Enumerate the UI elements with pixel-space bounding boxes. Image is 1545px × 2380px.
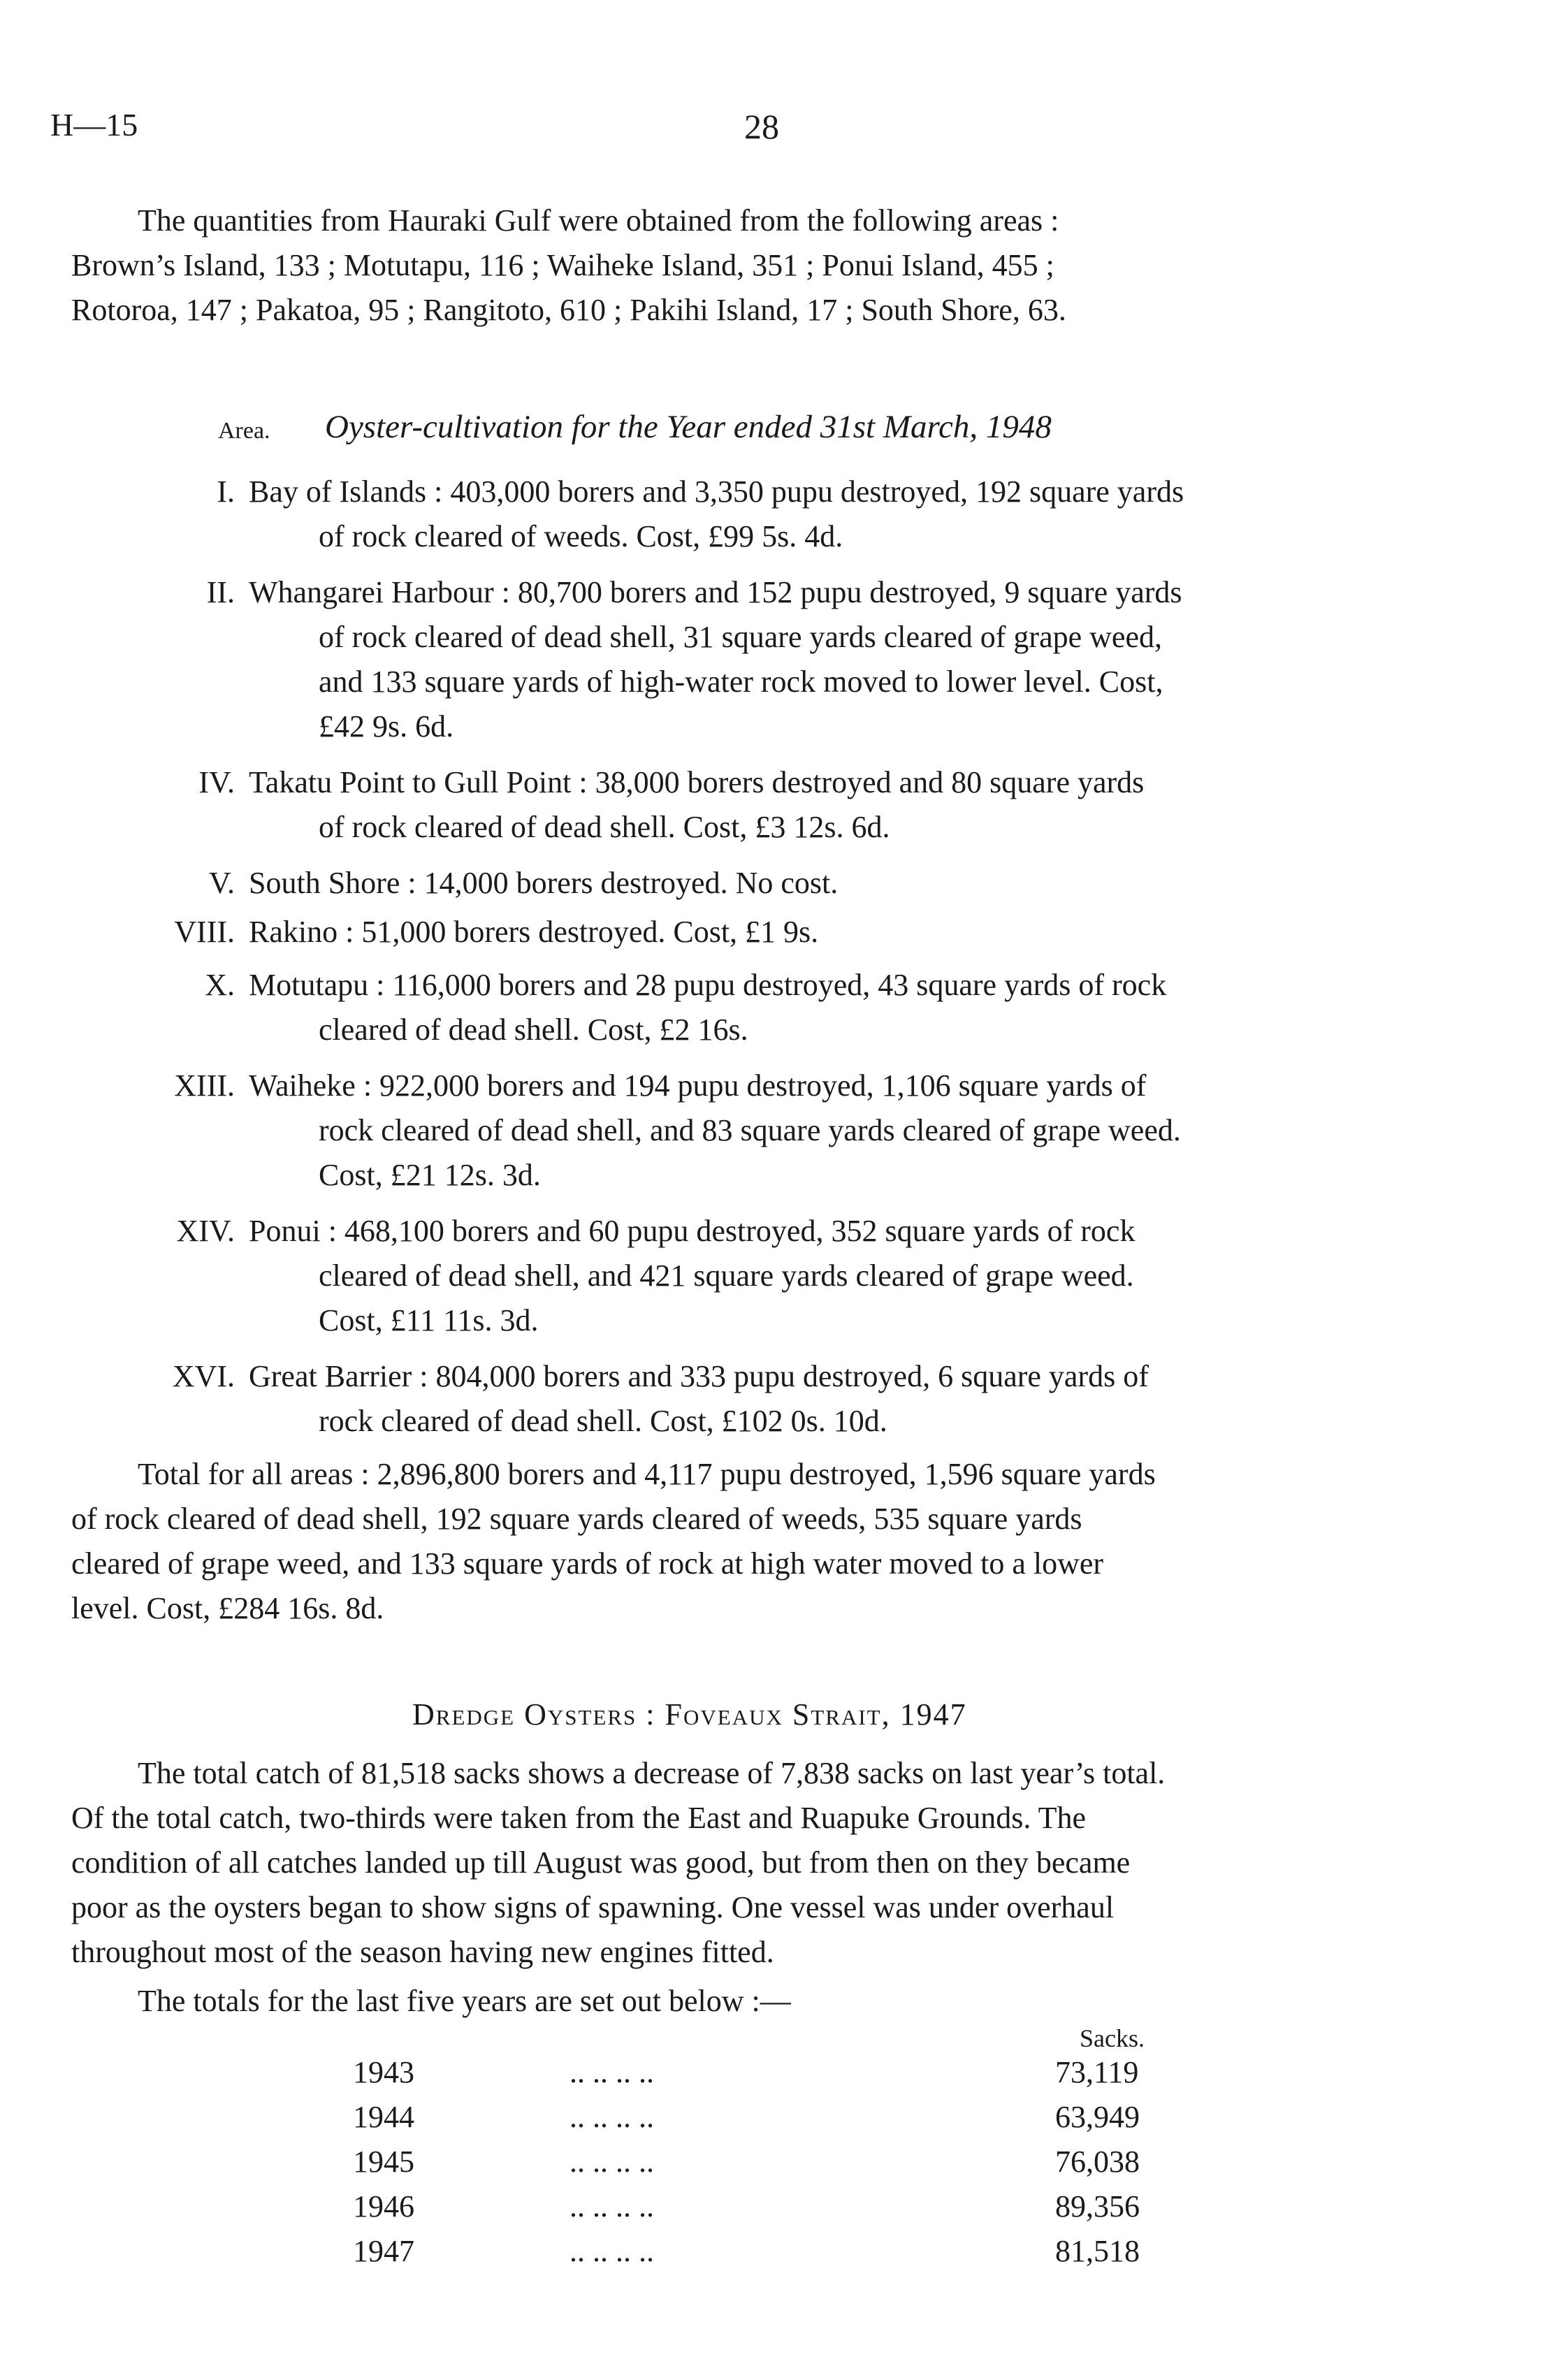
entry-line: Waiheke : 922,000 borers and 194 pupu destroyed, 1,106 square yards of xyxy=(249,1068,1147,1103)
report-code: H—15 xyxy=(50,107,138,143)
total-line: Total for all areas : 2,896,800 borers and 4,117 pupu destroyed, 1,596 square yards xyxy=(138,1457,1156,1491)
total-line: level. Cost, £284 16s. 8d. xyxy=(71,1591,384,1625)
year-cell: 1947 xyxy=(353,2234,414,2268)
sacks-cell: 81,518 xyxy=(1055,2234,1140,2268)
entry-line: of rock cleared of dead shell, 31 square yards cleared of grape weed, xyxy=(319,620,1162,654)
leader-dots: .. .. .. .. xyxy=(570,2055,654,2089)
entry-line: Cost, £11 11s. 3d. xyxy=(319,1303,539,1337)
entry-line: Great Barrier : 804,000 borers and 333 pupu destroyed, 6 square yards of xyxy=(249,1359,1149,1393)
sacks-cell: 89,356 xyxy=(1055,2189,1140,2223)
intro-line-3: Rotoroa, 147 ; Pakatoa, 95 ; Rangitoto, 610 ; Pakihi Island, 17 ; South Shore, 63. xyxy=(71,293,1066,327)
entry-line: Cost, £21 12s. 3d. xyxy=(319,1158,541,1192)
cultivation-title: Oyster-cultivation for the Year ended 31st March, 1948 xyxy=(325,409,1052,445)
year-cell: 1944 xyxy=(353,2100,414,2134)
dredge-para-line: The total catch of 81,518 sacks shows a decrease of 7,838 sacks on last year’s total. xyxy=(138,1756,1166,1790)
entry-line: Whangarei Harbour : 80,700 borers and 152 pupu destroyed, 9 square yards xyxy=(249,575,1182,609)
dredge-para-line: poor as the oysters began to show signs of spawning. One vessel was under overhaul xyxy=(71,1890,1115,1924)
entry-line: Bay of Islands : 403,000 borers and 3,350 pupu destroyed, 192 square yards xyxy=(249,474,1184,509)
section-heading: Dredge Oysters : Foveaux Strait, 1947 xyxy=(412,1697,967,1732)
total-line: of rock cleared of dead shell, 192 square yards cleared of weeds, 535 square yards xyxy=(71,1502,1082,1536)
entry-numeral: II. xyxy=(206,575,235,609)
entry-line: and 133 square yards of high-water rock moved to lower level. Cost, xyxy=(319,665,1163,699)
year-cell: 1943 xyxy=(353,2055,414,2089)
entry-numeral: XVI. xyxy=(172,1359,235,1393)
table-intro: The totals for the last five years are set out below :— xyxy=(138,1984,791,2018)
dredge-para-line: throughout most of the season having new engines fitted. xyxy=(71,1935,774,1969)
entry-line: cleared of dead shell, and 421 square yards cleared of grape weed. xyxy=(319,1258,1134,1293)
entry-numeral: IV. xyxy=(198,765,235,799)
entry-line: South Shore : 14,000 borers destroyed. No cost. xyxy=(249,866,839,900)
entry-numeral: VIII. xyxy=(174,915,235,949)
entry-line: rock cleared of dead shell. Cost, £102 0s. 10d. xyxy=(319,1404,887,1438)
entry-line: of rock cleared of weeds. Cost, £99 5s. 4d. xyxy=(319,519,843,553)
leader-dots: .. .. .. .. xyxy=(570,2145,654,2179)
leader-dots: .. .. .. .. xyxy=(570,2100,654,2134)
leader-dots: .. .. .. .. xyxy=(570,2234,654,2268)
dredge-para-line: Of the total catch, two-thirds were taken from the East and Ruapuke Grounds. The xyxy=(71,1801,1086,1835)
entry-numeral: XIV. xyxy=(176,1214,235,1248)
entry-line: of rock cleared of dead shell. Cost, £3 12s. 6d. xyxy=(319,810,890,844)
dredge-para-line: condition of all catches landed up till August was good, but from then on they became xyxy=(71,1845,1131,1880)
page-number: 28 xyxy=(744,107,779,146)
entry-numeral: XIII. xyxy=(174,1068,235,1103)
sacks-column-header: Sacks. xyxy=(1080,2024,1145,2052)
entry-numeral: I. xyxy=(217,474,235,509)
entry-line: Rakino : 51,000 borers destroyed. Cost, £1 9s. xyxy=(249,915,819,949)
total-line: cleared of grape weed, and 133 square yards of rock at high water moved to a lower xyxy=(71,1546,1104,1581)
entry-line: rock cleared of dead shell, and 83 square yards cleared of grape weed. xyxy=(319,1113,1181,1147)
entry-line: cleared of dead shell. Cost, £2 16s. xyxy=(319,1013,748,1047)
entry-line: £42 9s. 6d. xyxy=(319,709,454,743)
entry-numeral: X. xyxy=(205,968,235,1002)
sacks-cell: 73,119 xyxy=(1055,2055,1139,2089)
entry-line: Takatu Point to Gull Point : 38,000 borers destroyed and 80 square yards xyxy=(249,765,1145,799)
leader-dots: .. .. .. .. xyxy=(570,2189,654,2223)
area-column-label: Area. xyxy=(218,418,270,444)
intro-line-2: Brown’s Island, 133 ; Motutapu, 116 ; Waiheke Island, 351 ; Ponui Island, 455 ; xyxy=(71,248,1054,282)
entry-line: Ponui : 468,100 borers and 60 pupu destroyed, 352 square yards of rock xyxy=(249,1214,1136,1248)
year-cell: 1945 xyxy=(353,2145,414,2179)
entry-numeral: V. xyxy=(208,866,235,900)
entry-line: Motutapu : 116,000 borers and 28 pupu destroyed, 43 square yards of rock xyxy=(249,968,1167,1002)
sacks-cell: 76,038 xyxy=(1055,2145,1140,2179)
sacks-cell: 63,949 xyxy=(1055,2100,1140,2134)
intro-line-1: The quantities from Hauraki Gulf were obtained from the following areas : xyxy=(138,203,1059,238)
year-cell: 1946 xyxy=(353,2189,414,2223)
